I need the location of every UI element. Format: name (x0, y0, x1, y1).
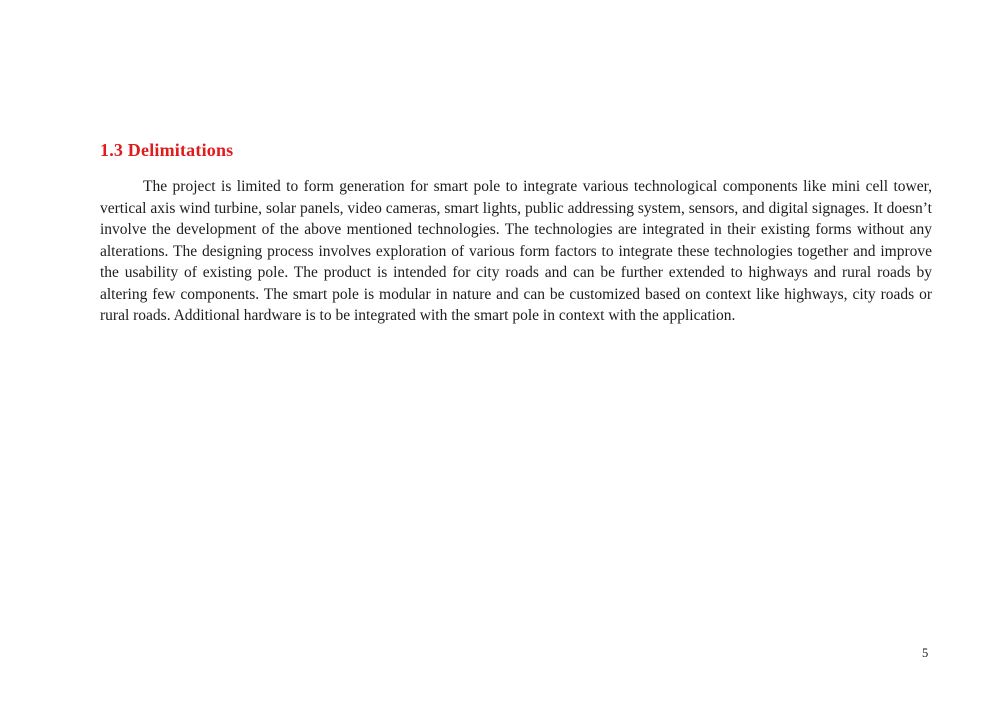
section-heading: 1.3 Delimitations (100, 140, 234, 160)
page-number: 5 (922, 646, 929, 660)
body-paragraph: The project is limited to form generation for smart pole to integrate various technological components like mini cell tower, vertical axis wind turbine, solar panels, video cameras, smart lights, public addressing system, sensors, and digital signages. It doesn’t involve the development of the above mentioned technologies. The technologies are integrated in their existing forms without any alterations. The designing process involves exploration of various form factors to integrate these technologies together and improve the usability of existing pole. The product is intended for city roads and can be further extended to highways and rural roads by altering few components. The smart pole is modular in nature and can be customized based on context like highways, city roads or rural roads. Additional hardware is to be integrated with the smart pole in context with the application. (100, 178, 932, 324)
